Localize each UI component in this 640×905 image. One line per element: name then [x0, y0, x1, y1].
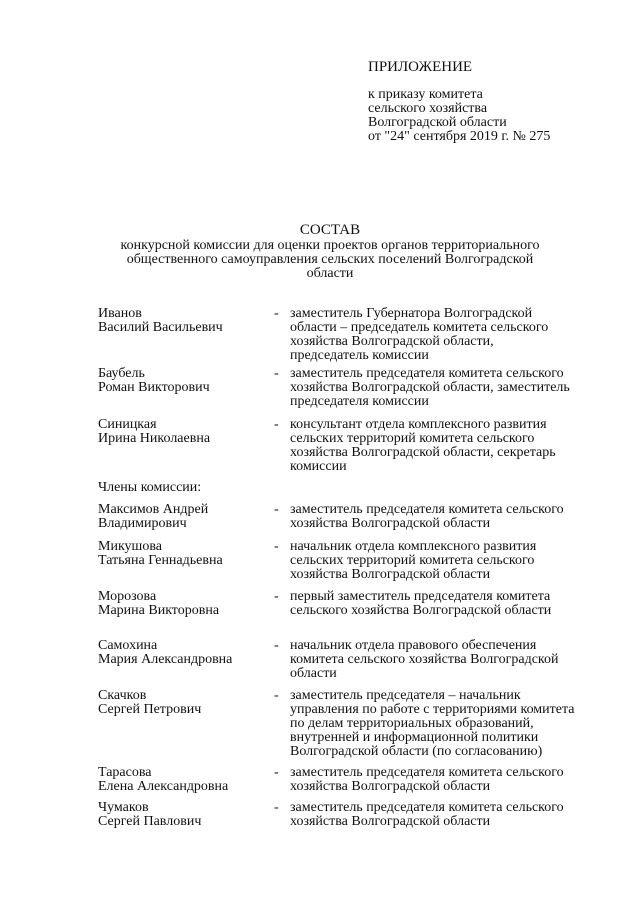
role-line: председатель комиссии [290, 348, 429, 363]
role-line: заместитель председателя комитета сельского [290, 366, 564, 381]
member-surname: Баубель [98, 366, 145, 381]
member-surname: Самохина [98, 638, 158, 653]
member-given-name: Ирина Николаевна [98, 431, 211, 446]
member-name [98, 367, 268, 395]
role-line: хозяйства Волгоградской области [290, 779, 491, 794]
member-name [98, 689, 268, 717]
member-surname: Морозова [98, 589, 157, 604]
role-line: заместитель председателя комитета сельского [290, 765, 564, 780]
member-surname: Микушова [98, 539, 162, 554]
heading-line: конкурсной комиссии для оценки проектов органов территориального [120, 238, 540, 253]
dash-separator: - [274, 638, 279, 653]
dash-separator: - [274, 502, 279, 517]
member-role [290, 503, 610, 531]
role-line: по делам территориальных образований, [290, 716, 534, 731]
appendix-block [368, 58, 628, 144]
members-section-label: Члены комиссии: [98, 480, 202, 495]
dash-separator: - [274, 366, 279, 381]
member-surname: Тарасова [98, 765, 152, 780]
role-line: комиссии [290, 459, 347, 474]
member-role [290, 766, 610, 794]
heading-title: СОСТАВ [299, 222, 361, 238]
dash-separator: - [274, 688, 279, 703]
role-line: хозяйства Волгоградской области, секретарь [290, 445, 556, 460]
member-given-name: Татьяна Геннадьевна [98, 553, 223, 568]
member-name [98, 503, 268, 531]
role-line: заместитель председателя комитета сельского [290, 800, 564, 815]
role-line: области [290, 666, 337, 681]
member-name [98, 590, 268, 618]
member-surname: Синицкая [98, 417, 157, 432]
role-line: комитета сельского хозяйства Волгоградской [290, 652, 559, 667]
role-line: сельских территорий комитета сельского [290, 431, 535, 446]
member-surname: Чумаков [98, 800, 149, 815]
member-role [290, 639, 610, 681]
member-name [98, 540, 268, 568]
member-given-name: Елена Александровна [98, 779, 229, 794]
member-role [290, 540, 610, 582]
member-name [98, 801, 268, 829]
appendix-title: ПРИЛОЖЕНИЕ [368, 59, 473, 75]
role-line: хозяйства Волгоградской области [290, 814, 491, 829]
role-line: хозяйства Волгоградской области, заместитель [290, 380, 570, 395]
role-line: хозяйства Волгоградской области [290, 567, 491, 582]
role-line: внутренней и информационной политики [290, 730, 539, 745]
role-line: сельских территорий комитета сельского [290, 553, 535, 568]
dash-separator: - [274, 306, 279, 321]
document-heading [90, 222, 570, 281]
role-line: хозяйства Волгоградской области [290, 516, 491, 531]
member-surname: Скачков [98, 688, 147, 703]
role-line: заместитель председателя комитета сельского [290, 502, 564, 517]
dash-separator: - [274, 417, 279, 432]
member-surname: Максимов Андрей [98, 502, 209, 517]
heading-line: области [306, 266, 354, 281]
appendix-line: от "24" сентября 2019 г. № 275 [368, 129, 551, 144]
appendix-line: Волгоградской области [368, 115, 507, 130]
member-given-name: Роман Викторович [98, 380, 210, 395]
member-given-name: Владимирович [98, 516, 187, 531]
role-line: начальник отдела комплексного развития [290, 539, 537, 554]
member-given-name: Сергей Павлович [98, 814, 202, 829]
member-given-name: Василий Васильевич [98, 320, 223, 335]
member-role [290, 689, 610, 759]
member-role [290, 801, 610, 829]
role-line: хозяйства Волгоградской области, [290, 334, 494, 349]
role-line: консультант отдела комплексного развития [290, 417, 547, 432]
dash-separator: - [274, 539, 279, 554]
role-line: первый заместитель председателя комитета [290, 589, 551, 604]
member-role [290, 367, 610, 409]
role-line: председателя комиссии [290, 394, 429, 409]
role-line: сельского хозяйства Волгоградской области [290, 603, 552, 618]
dash-separator: - [274, 589, 279, 604]
member-name [98, 766, 268, 794]
appendix-line: к приказу комитета [368, 87, 483, 102]
member-role [290, 307, 610, 363]
member-name [98, 307, 268, 335]
dash-separator: - [274, 800, 279, 815]
member-role [290, 418, 610, 474]
role-line: Волгоградской области (по согласованию) [290, 744, 543, 759]
heading-line: общественного самоуправления сельских поселений Волгоградской [126, 252, 534, 267]
role-line: области – председатель комитета сельского [290, 320, 549, 335]
role-line: заместитель Губернатора Волгоградской [290, 306, 533, 321]
dash-separator: - [274, 765, 279, 780]
member-role [290, 590, 610, 618]
role-line: заместитель председателя – начальник [290, 688, 521, 703]
role-line: начальник отдела правового обеспечения [290, 638, 537, 653]
member-name [98, 418, 268, 446]
member-name [98, 639, 268, 667]
member-given-name: Мария Александровна [98, 652, 233, 667]
role-line: управления по работе с территориями комитета [290, 702, 575, 717]
appendix-line: сельского хозяйства [368, 101, 488, 116]
member-given-name: Сергей Петрович [98, 702, 202, 717]
member-given-name: Марина Викторовна [98, 603, 220, 618]
member-surname: Иванов [98, 306, 142, 321]
